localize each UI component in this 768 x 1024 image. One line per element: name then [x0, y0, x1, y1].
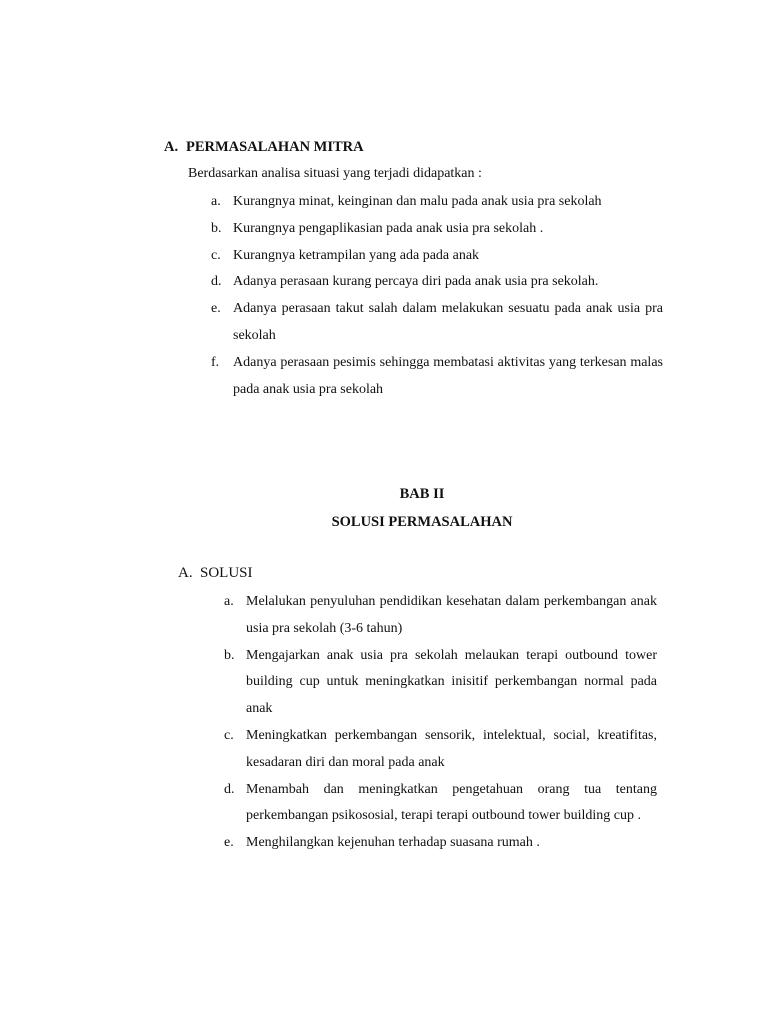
- list-marker: d.: [224, 781, 235, 797]
- list-item-text: Kurangnya ketrampilan yang ada pada anak: [233, 247, 480, 263]
- section-marker: A.: [178, 565, 193, 581]
- list-marker: a.: [211, 194, 221, 209]
- list-marker: f.: [211, 354, 220, 370]
- section-heading-permasalahan: [164, 139, 364, 156]
- list-item: [224, 777, 657, 831]
- list-item: [211, 216, 663, 243]
- list-item: [211, 243, 663, 270]
- list-marker: d.: [211, 274, 222, 290]
- list-item-text: Menghilangkan kejenuhan terhadap suasana rumah .: [246, 835, 540, 851]
- list-marker: b.: [224, 647, 235, 663]
- list-item: [224, 643, 657, 723]
- list-marker: e.: [211, 301, 221, 317]
- list-item: [211, 269, 663, 296]
- list-marker: b.: [211, 220, 222, 236]
- list-item: [211, 296, 663, 350]
- list-marker: e.: [224, 835, 234, 851]
- list-marker: c.: [224, 727, 234, 743]
- list-item-text: Menambah dan meningkatkan pengetahuan orang tua tentang perkembangan psikososial, terapi terapi outbound tower building cup .: [246, 781, 657, 824]
- solution-list: [224, 589, 657, 857]
- list-marker: c.: [211, 247, 221, 263]
- list-item-text: Adanya perasaan takut salah dalam melakukan sesuatu pada anak usia pra sekolah: [233, 301, 663, 343]
- list-item: [224, 830, 657, 857]
- list-item-text: Adanya perasaan pesimis sehingga membatasi aktivitas yang terkesan malas pada anak usia pra sekolah: [233, 354, 663, 397]
- list-item: [211, 189, 663, 216]
- list-marker: a.: [224, 594, 234, 609]
- section-marker: A.: [164, 139, 179, 155]
- problem-list: [211, 189, 663, 403]
- list-item-text: Kurangnya pengaplikasian pada anak usia pra sekolah .: [233, 220, 544, 236]
- section-intro: Berdasarkan analisa situasi yang terjadi didapatkan :: [188, 166, 482, 181]
- section-heading-solusi: [178, 565, 253, 582]
- list-item-text: Mengajarkan anak usia pra sekolah melaukan terapi outbound tower building cup untuk meningkatkan inisitif perkembangan normal pada anak: [246, 647, 657, 717]
- chapter-number: BAB II: [399, 486, 445, 502]
- list-item-text: Meningkatkan perkembangan sensorik, intelektual, social, kreatifitas, kesadaran diri dan moral pada anak: [246, 727, 657, 770]
- section-title: PERMASALAHAN MITRA: [186, 139, 364, 155]
- list-item: [211, 350, 663, 404]
- list-item: [224, 589, 657, 643]
- list-item: [224, 723, 657, 777]
- list-item-text: Kurangnya minat, keinginan dan malu pada anak usia pra sekolah: [233, 194, 602, 209]
- section-title: SOLUSI: [200, 565, 253, 581]
- list-item-text: Adanya perasaan kurang percaya diri pada anak usia pra sekolah.: [233, 274, 599, 290]
- list-item-text: Melalukan penyuluhan pendidikan kesehatan dalam perkembangan anak usia pra sekolah (3-6 tahun): [246, 594, 657, 636]
- chapter-title: SOLUSI PERMASALAHAN: [331, 514, 513, 530]
